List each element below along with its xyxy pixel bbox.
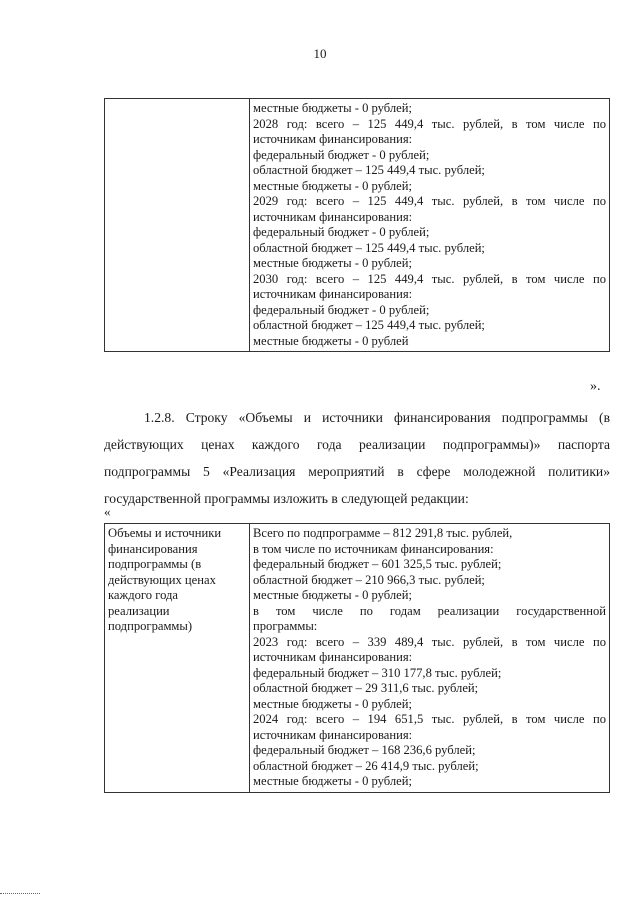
opening-quote: « (104, 504, 111, 519)
table1-left-cell (105, 99, 250, 352)
paragraph-line: действующих ценах каждого года реализации подпрограммы)» паспорта (104, 437, 610, 452)
cell-line: местные бюджеты - 0 рублей; (253, 588, 412, 602)
cell-line: областной бюджет – 125 449,4 тыс. рублей; (253, 163, 485, 177)
cell-line: областной бюджет – 210 966,3 тыс. рублей; (253, 572, 485, 587)
cell-line: областной бюджет – 26 414,9 тыс. рублей; (253, 758, 479, 773)
cell-line: финансирования (108, 541, 198, 556)
cell-line: федеральный бюджет - 0 рублей; (253, 225, 430, 239)
table2-right-cell (250, 524, 610, 793)
cell-line: областной бюджет – 29 311,6 тыс. рублей; (253, 681, 479, 695)
cell-line: местные бюджеты - 0 рублей (253, 333, 409, 348)
cell-line: местные бюджеты - 0 рублей; (253, 178, 412, 193)
cell-line: 2023 год: всего – 339 489,4 тыс. рублей, в том числе по (253, 634, 606, 649)
cell-line: федеральный бюджет - 0 рублей; (253, 302, 430, 317)
table-row (105, 524, 610, 793)
cell-line: Всего по подпрограмме – 812 291,8 тыс. рублей, (253, 526, 513, 540)
cell-line: подпрограммы (в (108, 557, 202, 571)
cell-line: источникам финансирования: (253, 287, 413, 301)
table1-right-cell (250, 99, 610, 352)
cell-line: федеральный бюджет - 0 рублей; (253, 147, 430, 162)
cell-line: 2024 год: всего – 194 651,5 тыс. рублей, в том числе по (253, 712, 606, 726)
cell-line: источникам финансирования: (253, 727, 413, 742)
financing-table-continued (104, 98, 610, 352)
cell-line: местные бюджеты - 0 рублей; (253, 774, 412, 788)
cell-line: источникам финансирования: (253, 132, 413, 146)
cell-line: областной бюджет – 125 449,4 тыс. рублей; (253, 318, 485, 332)
paragraph-line: 1.2.8. Строку «Объемы и источники финансирования подпрограммы (в (144, 410, 610, 425)
cell-line: источникам финансирования: (253, 650, 413, 664)
cell-line: 2028 год: всего – 125 449,4 тыс. рублей, в том числе по (253, 116, 606, 131)
financing-table-new (104, 523, 610, 793)
cell-line: местные бюджеты - 0 рублей; (253, 696, 412, 711)
cell-line: 2029 год: всего – 125 449,4 тыс. рублей, в том числе по (253, 194, 606, 208)
cell-line: местные бюджеты - 0 рублей; (253, 256, 412, 270)
cell-line: в том числе по годам реализации государственной (253, 603, 606, 618)
cell-line: местные бюджеты - 0 рублей; (253, 101, 412, 115)
cell-line: федеральный бюджет – 310 177,8 тыс. рублей; (253, 665, 502, 680)
cell-line: областной бюджет – 125 449,4 тыс. рублей; (253, 240, 485, 255)
cell-line: действующих ценах (108, 572, 216, 587)
scan-mark (0, 893, 40, 898)
cell-line: Объемы и источники (108, 526, 222, 540)
table2-left-cell (105, 524, 250, 793)
table-row (105, 99, 610, 352)
cell-line: федеральный бюджет – 168 236,6 рублей; (253, 743, 476, 757)
cell-line: программы: (253, 619, 318, 633)
cell-line: в том числе по источникам финансирования: (253, 541, 494, 556)
paragraph-line: государственной программы изложить в следующей редакции: (104, 491, 469, 506)
cell-line: реализации (108, 603, 170, 618)
closing-quote: ». (590, 379, 601, 394)
cell-line: каждого года (108, 588, 179, 602)
amendment-paragraph (104, 404, 610, 512)
paragraph-line: подпрограммы 5 «Реализация мероприятий в сфере молодежной политики» (104, 464, 610, 479)
cell-line: федеральный бюджет – 601 325,5 тыс. рублей; (253, 557, 502, 571)
cell-line: источникам финансирования: (253, 209, 413, 224)
cell-line: подпрограммы) (108, 619, 193, 633)
page-number: 10 (313, 46, 327, 61)
cell-line: 2030 год: всего – 125 449,4 тыс. рублей, в том числе по (253, 271, 606, 286)
